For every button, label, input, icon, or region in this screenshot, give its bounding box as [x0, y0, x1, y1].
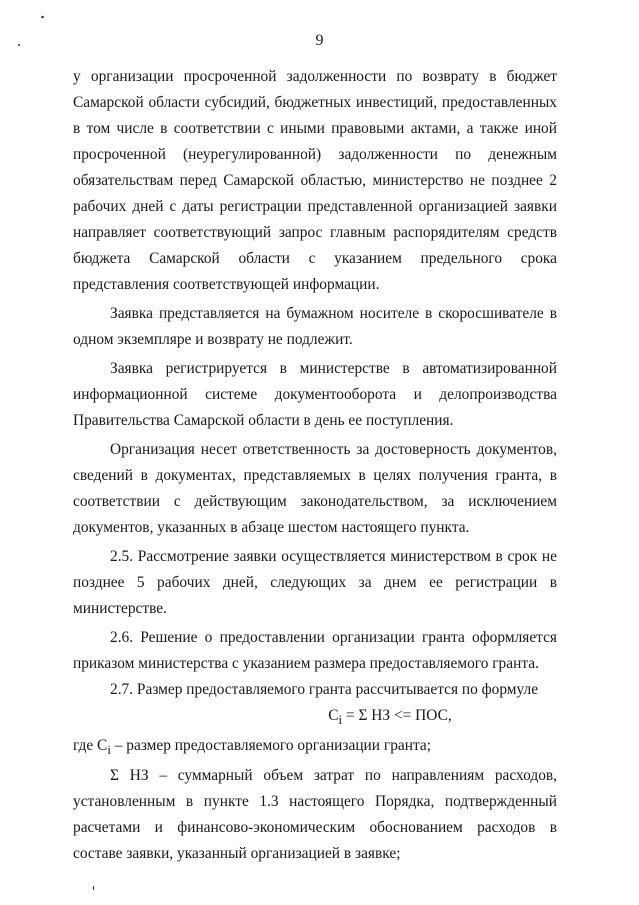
formula-symbol: C	[328, 707, 339, 724]
paragraph: у организации просроченной задолженности по возврату в бюджет Самарской области субсидий, бюджетных инвестиций, предоставленных в том числе в соответствии с иными правовыми актами, а также иной просроченной (неурегулированной) задолженности по денежным обязательствам перед Самарской областью, министерство не позднее 2 рабочих дней с даты регистрации представленной организацией заявки направляет соответствующий запрос главным распорядителям средств бюджета Самарской области с указанием предельного срока представления соответствующей информации.	[73, 68, 557, 293]
page-number: 9	[315, 32, 324, 49]
definition-text: – размер предоставляемого организации гранта;	[110, 737, 431, 755]
paragraph	[73, 733, 557, 763]
paragraph: Заявка регистрируется в министерстве в автоматизированной информационной системе документооборота и делопроизводства Правительства Самарской области в день ее поступления.	[73, 360, 557, 429]
definition-subscript: i	[107, 743, 111, 758]
formula-expression: = Σ НЗ <= ПОС,	[342, 707, 452, 724]
paragraph: Организация несет ответственность за достоверность документов, сведений в документах, представляемых в целях получения гранта, в соответствии с действующим законодательством, за исключением документов, указанных в абзаце шестом настоящего пункта.	[73, 441, 557, 536]
scan-artifact	[93, 886, 94, 890]
formula	[73, 703, 557, 733]
scan-artifact	[41, 15, 45, 18]
paragraph: Σ НЗ – суммарный объем затрат по направлениям расходов, установленным в пункте 1.3 настоящего Порядка, подтвержденный расчетами и финансово-экономическим обоснованием расходов в составе заявки, указанный организацией в заявке;	[73, 767, 557, 863]
definition-prefix: где C	[73, 737, 108, 755]
paragraph: 2.5. Рассмотрение заявки осуществляется министерством в срок не позднее 5 рабочих дней, следующих за днем ее регистрации в министерстве.	[73, 548, 557, 617]
paragraph: Заявка представляется на бумажном носителе в скоросшивателе в одном экземпляре и возврату не подлежит.	[73, 305, 557, 348]
paragraph: 2.7. Размер предоставляемого гранта рассчитывается по формуле	[110, 681, 539, 698]
formula-subscript: i	[338, 713, 343, 728]
paragraph: 2.6. Решение о предоставлении организации гранта оформляется приказом министерства с указанием размера предоставляемого гранта.	[73, 629, 557, 672]
document-body	[73, 64, 557, 867]
